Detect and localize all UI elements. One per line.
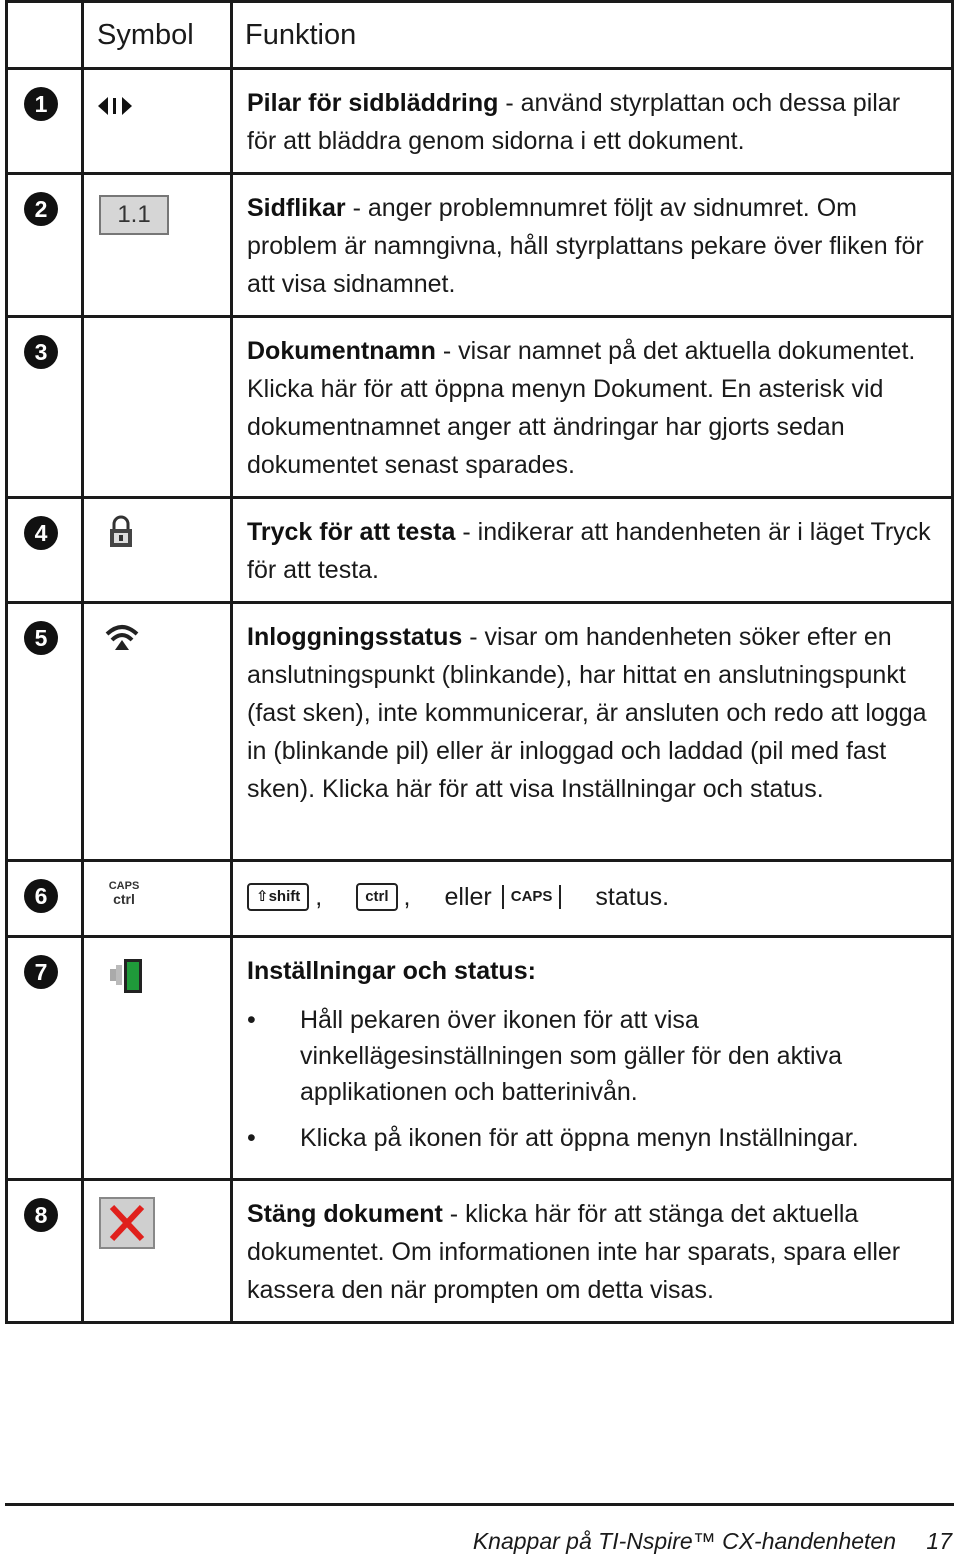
caps-key: CAPS — [502, 885, 562, 909]
function-cell: Stäng dokument - klicka här för att stänga det aktuella dokumentet. Om informationen inte har sparats, spara eller kassera den när prompten om detta visas. — [232, 1180, 953, 1323]
table-row — [7, 1180, 953, 1323]
description: klicka här för att stänga det aktuella dokumentet. Om informationen inte har sparats, spara eller kassera den när prompten om detta visas. — [247, 1200, 901, 1304]
footer-title: Knappar på TI-Nspire™ CX-handenheten — [472, 1528, 897, 1554]
description: indikerar att handenheten är i läget Tryck för att testa. — [247, 518, 931, 584]
page-footer — [473, 1528, 952, 1555]
page-arrows-icon — [96, 92, 136, 120]
row-number-badge: 4 — [24, 516, 58, 550]
function-cell: Dokumentnamn - visar namnet på det aktuella dokumentet. Klicka här för att öppna menyn Dokument. En asterisk vid dokumentnamnet anger att ändringar har gjorts sedan dokumentet senast sparades. — [232, 317, 953, 498]
term-label: Stäng dokument — [247, 1200, 443, 1228]
row-number-badge: 2 — [24, 192, 58, 226]
battery-settings-icon — [108, 956, 144, 996]
settings-heading: Inställningar och status: — [247, 957, 536, 985]
footer-rule — [5, 1503, 954, 1506]
header-row — [7, 2, 953, 69]
table-row — [7, 317, 953, 498]
settings-bullets — [247, 1002, 931, 1156]
table-row — [7, 69, 953, 174]
lock-icon — [108, 515, 134, 549]
term-label: Sidflikar — [247, 194, 346, 222]
page-number: 17 — [926, 1528, 952, 1554]
row-number-badge: 7 — [24, 955, 58, 989]
term-label: Pilar för sidbläddring — [247, 89, 499, 117]
row-number-badge: 3 — [24, 335, 58, 369]
description: använd styrplattan och dessa pilar för att bläddra genom sidorna i ett dokument. — [247, 89, 901, 155]
function-cell — [232, 937, 953, 1180]
description: visar namnet på det aktuella dokumentet. Klicka här för att öppna menyn Dokument. En asterisk vid dokumentnamnet anger att ändringar har gjorts sedan dokumentet senast sparades. — [247, 337, 916, 479]
header-function: Funktion — [232, 2, 953, 69]
table-row — [7, 174, 953, 317]
function-cell: Pilar för sidbläddring - använd styrplattan och dessa pilar för att bläddra genom sidorna i ett dokument. — [232, 69, 953, 174]
header-number-cell — [7, 2, 83, 69]
function-cell — [232, 861, 953, 937]
row-number-badge: 8 — [24, 1198, 58, 1232]
table-row — [7, 498, 953, 603]
list-item: • Håll pekaren över ikonen för att visa vinkellägesinställningen som gäller för den aktiva applikationen och batterinivån. — [247, 1002, 931, 1110]
wireless-icon — [104, 622, 140, 654]
table-row — [7, 937, 953, 1180]
ctrl-key: ctrl — [356, 883, 397, 911]
legend-table — [5, 0, 954, 1324]
function-cell: Tryck för att testa - indikerar att handenheten är i läget Tryck för att testa. — [232, 498, 953, 603]
function-cell: Sidflikar - anger problemnumret följt av sidnumret. Om problem är namngivna, håll styrplattans pekare över fliken för att visa sidnamnet. — [232, 174, 953, 317]
row-number-badge: 1 — [24, 87, 58, 121]
list-item: • Klicka på ikonen för att öppna menyn Inställningar. — [247, 1120, 931, 1156]
close-icon — [99, 1197, 155, 1249]
term-label: Inloggningsstatus — [247, 623, 463, 651]
page-tab-icon: 1.1 — [99, 195, 169, 235]
function-cell: Inloggningsstatus - visar om handenheten söker efter en anslutningspunkt (blinkande), har hittat en anslutningspunkt (fast sken), inte kommunicerar, är ansluten och redo att logga in (blinkande pil) eller är inloggad och laddad (pil med fast sken). Klicka här för att visa Inställningar och status. — [232, 603, 953, 861]
table-row — [7, 603, 953, 861]
description: anger problemnumret följt av sidnumret. Om problem är namngivna, håll styrplattans pekare över fliken för att visa sidnamnet. — [247, 194, 924, 298]
row-number-badge: 6 — [24, 879, 58, 913]
description: visar om handenheten söker efter en anslutningspunkt (blinkande), har hittat en anslutningspunkt (fast sken), inte kommunicerar, är ansluten och redo att logga in (blinkande pil) eller är inloggad och laddad (pil med fast sken). Klicka här för att visa Inställningar och status. — [247, 623, 927, 803]
header-symbol: Symbol — [83, 2, 232, 69]
term-label: Dokumentnamn — [247, 337, 436, 365]
row-number-badge: 5 — [24, 621, 58, 655]
term-label: Tryck för att testa — [247, 518, 456, 546]
shift-key: ⇧shift — [247, 883, 309, 911]
caps-ctrl-icon: CAPS ctrl — [108, 880, 140, 907]
table-row — [7, 861, 953, 937]
modifier-keys-line: ⇧shift , ctrl , eller CAPS status. — [247, 878, 931, 916]
